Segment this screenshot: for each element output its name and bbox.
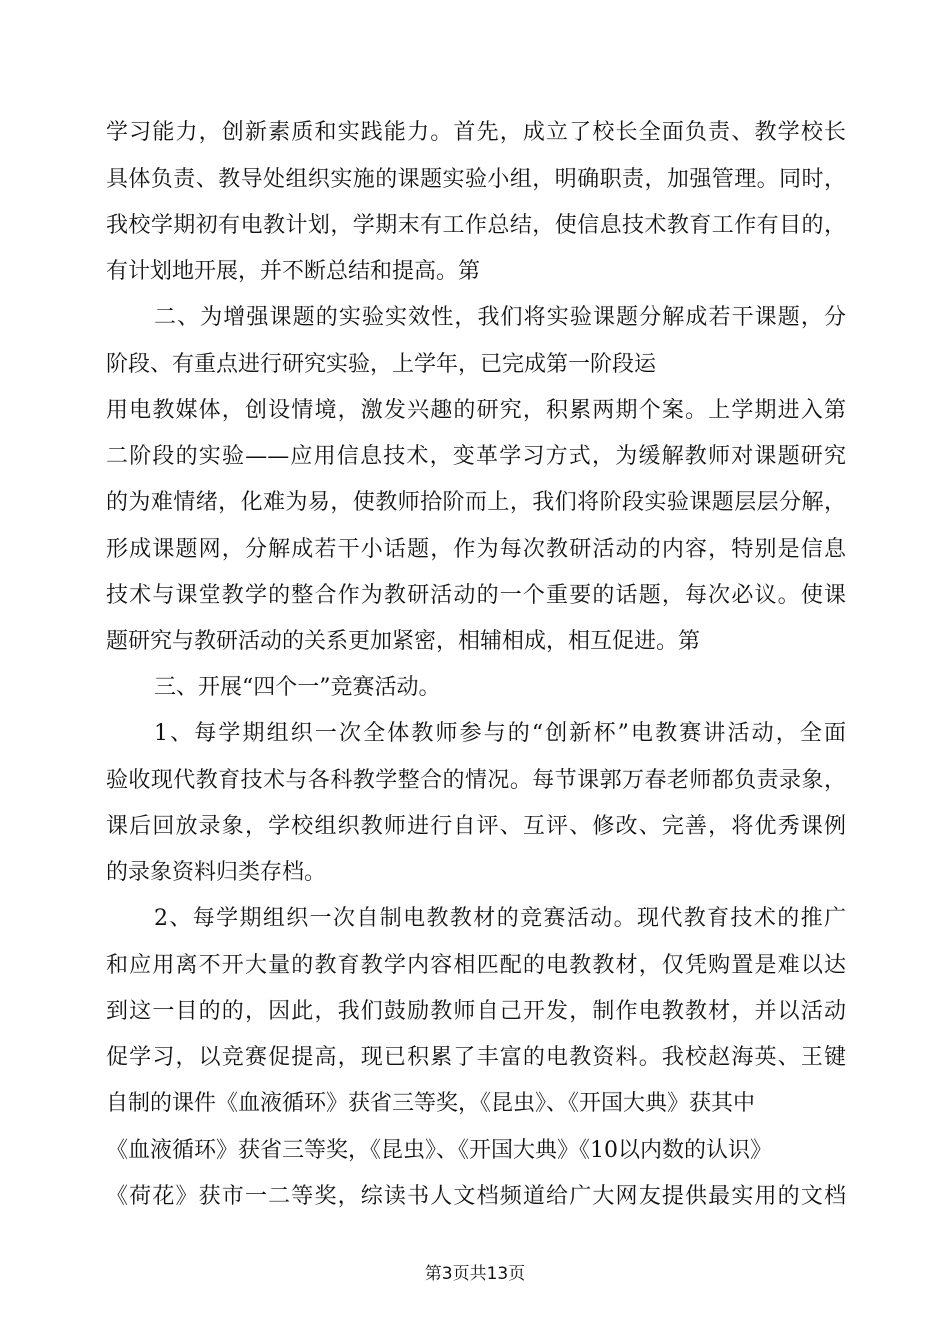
paragraph-line: 二、为增强课题的实验实效性，我们将实验课题分解成若干课题，分	[154, 305, 846, 330]
paragraph-line: 到这一目的的，因此，我们鼓励教师自己开发，制作电教教材，并以活动	[106, 999, 846, 1024]
paragraph-line: 的为难情绪，化难为易，使教师拾阶而上，我们将阶段实验课题层层分解，	[106, 490, 846, 515]
paragraph-line: 用电教媒体，创设情境，激发兴趣的研究，积累两期个案。上学期进入第	[106, 398, 846, 423]
paragraph-line: 阶段、有重点进行研究实验，上学年，已完成第一阶段运	[106, 352, 657, 377]
paragraph-line: 二阶段的实验——应用信息技术，变革学习方式，为缓解教师对课题研究	[106, 444, 846, 469]
paragraph-line: 学习能力，创新素质和实践能力。首先，成立了校长全面负责、教学校长	[106, 120, 846, 145]
paragraph-line: 2、每学期组织一次自制电教教材的竞赛活动。现代教育技术的推广	[154, 906, 846, 931]
paragraph-line: 有计划地开展，并不断总结和提高。第	[106, 259, 481, 284]
paragraph-line: 《血液循环》获省三等奖，《昆虫》、《开国大典》《10以内数的认识》	[106, 1138, 772, 1163]
paragraph-line: 题研究与教研活动的关系更加紧密，相辅相成，相互促进。第	[106, 629, 701, 654]
paragraph-line: 我校学期初有电教计划，学期末有工作总结，使信息技术教育工作有目的，	[106, 213, 846, 238]
page-number-footer: 第3页共13页	[424, 1264, 526, 1284]
paragraph-line: 促学习，以竞赛促提高，现已积累了丰富的电教资料。我校赵海英、王键	[106, 1045, 846, 1070]
paragraph-line: 自制的课件《血液循环》获省三等奖，《昆虫》、《开国大典》获其中	[106, 1091, 756, 1116]
paragraph-line: 1、每学期组织一次全体教师参与的“创新杯”电教赛讲活动，全面	[154, 721, 846, 746]
paragraph-line: 和应用离不开大量的教育教学内容相匹配的电教教材，仅凭购置是难以达	[106, 953, 846, 978]
paragraph-line: 具体负责、教导处组织实施的课题实验小组，明确职责，加强管理。同时，	[106, 167, 846, 192]
section-heading: 三、开展“四个一”竞赛活动。	[154, 675, 441, 700]
paragraph-line: 验收现代教育技术与各科教学整合的情况。每节课郭万春老师都负责录象，	[106, 768, 846, 793]
paragraph-line: 形成课题网，分解成若干小话题，作为每次教研活动的内容，特别是信息	[106, 537, 846, 562]
paragraph-line: 《荷花》获市一二等奖，综读书人文档频道给广大网友提供最实用的文档	[106, 1184, 846, 1209]
paragraph-line: 的录象资料归类存档。	[106, 860, 327, 885]
paragraph-line: 技术与课堂教学的整合作为教研活动的一个重要的话题，每次必议。使课	[106, 583, 846, 608]
paragraph-line: 课后回放录象，学校组织教师进行自评、互评、修改、完善，将优秀课例	[106, 814, 846, 839]
